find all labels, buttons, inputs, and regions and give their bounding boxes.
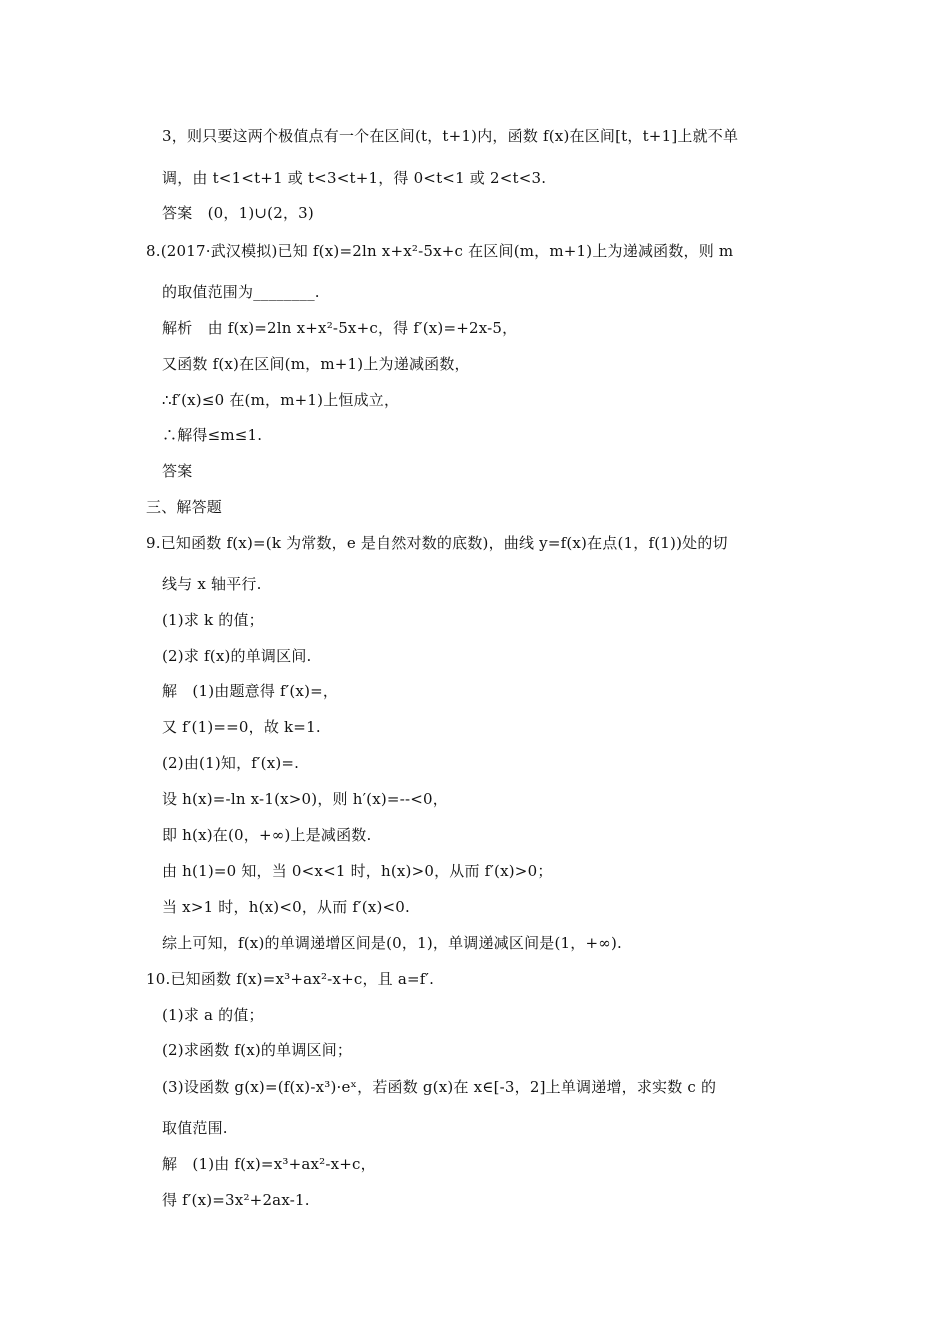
text-line-12: 9.已知函数 f(x)=(k 为常数，e 是自然对数的底数)，曲线 y=f(x)在点(1，f(1))处的切	[146, 534, 728, 552]
text-line-18: (2)由(1)知，f′(x)=.	[162, 754, 300, 772]
text-line-27: (3)设函数 g(x)=(f(x)-x³)·eˣ，若函数 g(x)在 x∈[-3，2]上单调递增，求实数 c 的	[162, 1078, 717, 1096]
text-line-22: 当 x>1 时，h(x)<0，从而 f′(x)<0.	[162, 898, 411, 916]
text-line-23: 综上可知，f(x)的单调递增区间是(0，1)，单调递减区间是(1，+∞).	[162, 934, 622, 952]
text-line-29: 解 (1)由 f(x)=x³+ax²-x+c，	[162, 1155, 376, 1173]
text-line-26: (2)求函数 f(x)的单调区间；	[162, 1041, 353, 1059]
text-line-19: 设 h(x)=-ln x-1(x>0)，则 h′(x)=--<0，	[162, 790, 448, 808]
text-line-20: 即 h(x)在(0，+∞)上是减函数.	[162, 826, 372, 844]
text-line-6: 解析 由 f(x)=2ln x+x²-5x+c，得 f′(x)=+2x-5，	[162, 319, 518, 337]
text-line-10: 答案	[162, 462, 193, 480]
text-line-30: 得 f′(x)=3x²+2ax-1.	[162, 1191, 310, 1209]
text-line-28: 取值范围.	[162, 1119, 228, 1137]
section-heading: 三、解答题	[146, 498, 223, 516]
text-line-8: ∴f′(x)≤0 在(m，m+1)上恒成立，	[162, 391, 400, 409]
text-line-7: 又函数 f(x)在区间(m，m+1)上为递减函数，	[162, 355, 470, 373]
text-line-13: 线与 x 轴平行.	[162, 575, 262, 593]
text-line-24: 10.已知函数 f(x)=x³+ax²-x+c，且 a=f′.	[146, 970, 435, 988]
text-line-25: (1)求 a 的值；	[162, 1006, 264, 1024]
text-line-3: 答案 (0，1)∪(2，3)	[162, 204, 314, 222]
text-line-9: ∴解得≤m≤1.	[162, 426, 263, 444]
text-line-5: 的取值范围为________.	[162, 283, 320, 301]
text-line-4: 8.(2017·武汉模拟)已知 f(x)=2ln x+x²-5x+c 在区间(m，m+1)上为递减函数，则 m	[146, 242, 734, 260]
text-line-21: 由 h(1)=0 知，当 0<x<1 时，h(x)>0，从而 f′(x)>0；	[162, 862, 553, 880]
text-line-16: 解 (1)由题意得 f′(x)=，	[162, 682, 339, 700]
text-line-17: 又 f′(1)==0，故 k=1.	[162, 718, 321, 736]
text-line-15: (2)求 f(x)的单调区间.	[162, 647, 312, 665]
text-line-2: 调，由 t<1<t+1 或 t<3<t+1，得 0<t<1 或 2<t<3.	[162, 169, 547, 187]
text-line-14: (1)求 k 的值；	[162, 611, 264, 629]
text-line-1: 3，则只要这两个极值点有一个在区间(t，t+1)内，函数 f(x)在区间[t，t+1]上就不单	[162, 127, 739, 145]
